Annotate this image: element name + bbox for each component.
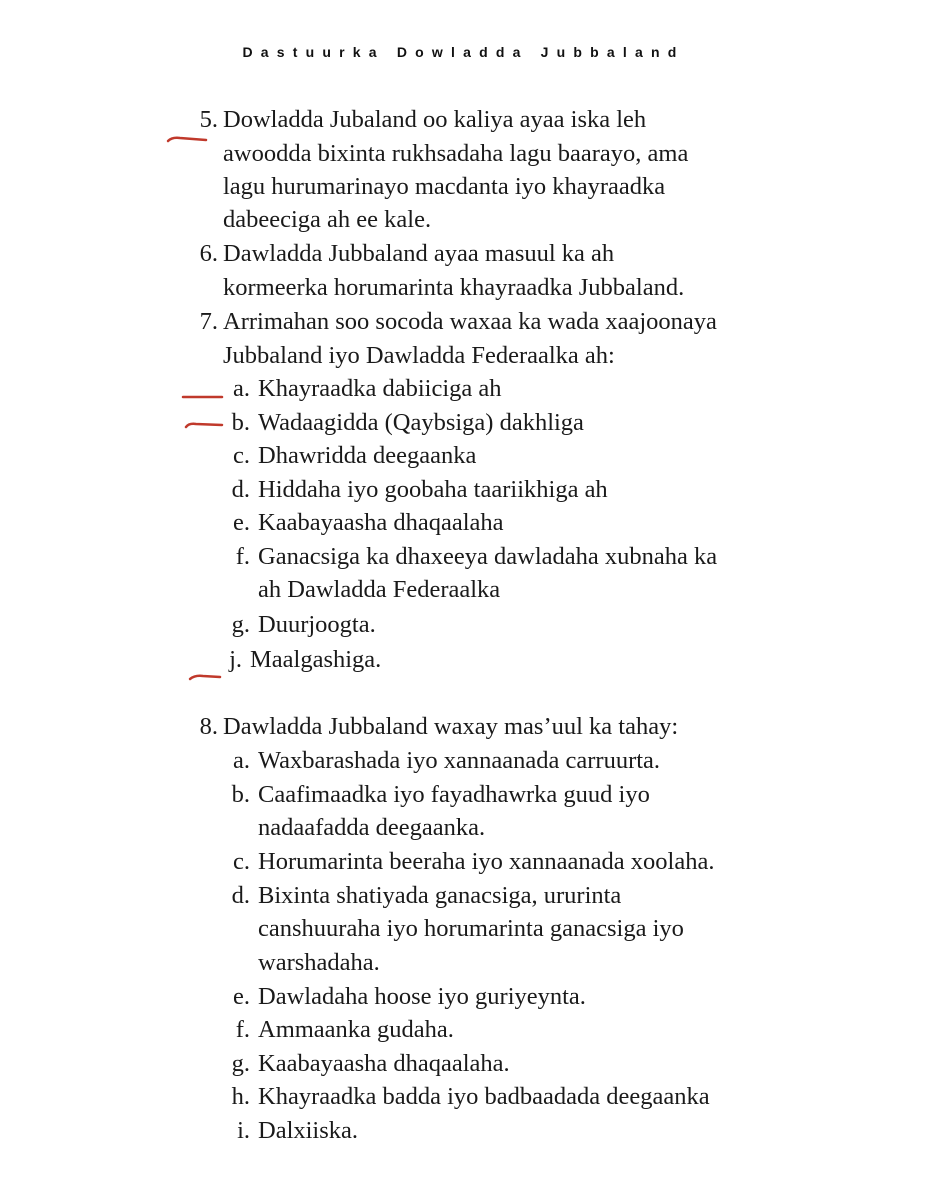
sublist-text: Ganacsiga ka dhaxeeya dawladaha xubnaha ka (258, 543, 718, 570)
sublist-text: Maalgashiga. (250, 646, 382, 673)
item-number: 6. (199, 240, 218, 267)
sublist-text: Wadaagidda (Qaybsiga) dakhliga (258, 409, 584, 436)
item-text-line: Arrimahan soo socoda waxaa ka wada xaajoonaya (223, 308, 717, 335)
sublist-text: Khayraadka dabiiciga ah (258, 375, 502, 402)
sublist-letter: d. (231, 476, 250, 503)
item-text-line: kormeerka horumarinta khayraadka Jubbaland. (223, 274, 685, 301)
item-text-line: Dowladda Jubaland oo kaliya ayaa iska leh (223, 106, 647, 133)
sublist-letter: j. (229, 646, 242, 673)
sublist-text: Kaabayaasha dhaqaalaha (258, 509, 504, 536)
sublist-letter: c. (233, 848, 250, 875)
sublist-letter: e. (233, 509, 250, 536)
item-text-line: lagu hurumarinayo macdanta iyo khayraadka (223, 173, 666, 200)
item-text-line: Jubbaland iyo Dawladda Federaalka ah: (223, 342, 615, 369)
sublist-text: canshuuraha iyo horumarinta ganacsiga iyo (258, 915, 684, 942)
item-text-line: dabeeciga ah ee kale. (223, 206, 432, 233)
sublist-letter: i. (237, 1117, 250, 1144)
sublist-letter: h. (231, 1083, 250, 1110)
annotation-mark-item-5 (168, 138, 206, 141)
item-number: 5. (199, 106, 218, 133)
sublist-text: Waxbarashada iyo xannaanada carruurta. (258, 747, 661, 774)
sublist-letter: d. (231, 882, 250, 909)
item-text-line: Dawladda Jubbaland ayaa masuul ka ah (223, 240, 615, 267)
sublist-letter: f. (235, 1016, 250, 1043)
sublist-letter: f. (235, 543, 250, 570)
sublist-text: Dalxiiska. (258, 1117, 359, 1144)
sublist-text: Bixinta shatiyada ganacsiga, ururinta (258, 882, 622, 909)
item-number: 7. (199, 308, 218, 335)
sublist-text: Dawladaha hoose iyo guriyeynta. (258, 983, 586, 1010)
sublist-text: Khayraadka badda iyo badbaadada deegaanka (258, 1083, 710, 1110)
sublist-letter: a. (233, 747, 250, 774)
sublist-text: Horumarinta beeraha iyo xannaanada xoolaha. (258, 848, 715, 875)
sublist-letter: b. (231, 409, 250, 436)
sublist-letter: g. (231, 1050, 250, 1077)
sublist-text: Duurjoogta. (258, 611, 376, 638)
item-text-line: Dawladda Jubbaland waxay mas’uul ka tahay: (223, 713, 679, 740)
sublist-letter: e. (233, 983, 250, 1010)
sublist-text: ah Dawladda Federaalka (258, 576, 501, 603)
sublist-text: nadaafadda deegaanka. (258, 814, 486, 841)
sublist-letter: g. (231, 611, 250, 638)
item-text-line: awoodda bixinta rukhsadaha lagu baarayo, ama (223, 140, 689, 167)
page-header: Dastuurka Dowladda Jubbaland (242, 44, 685, 60)
item-number: 8. (199, 713, 218, 740)
sublist-text: Dhawridda deegaanka (258, 442, 477, 469)
sublist-letter: c. (233, 442, 250, 469)
sublist-letter: a. (233, 375, 250, 402)
sublist-letter: b. (231, 781, 250, 808)
annotation-mark-item-b (186, 424, 222, 427)
sublist-text: Ammaanka gudaha. (258, 1016, 454, 1043)
sublist-text: Kaabayaasha dhaqaalaha. (258, 1050, 510, 1077)
sublist-text: Caafimaadka iyo fayadhawrka guud iyo (258, 781, 650, 808)
sublist-text: Hiddaha iyo goobaha taariikhiga ah (258, 476, 608, 503)
sublist-text: warshadaha. (258, 949, 380, 976)
